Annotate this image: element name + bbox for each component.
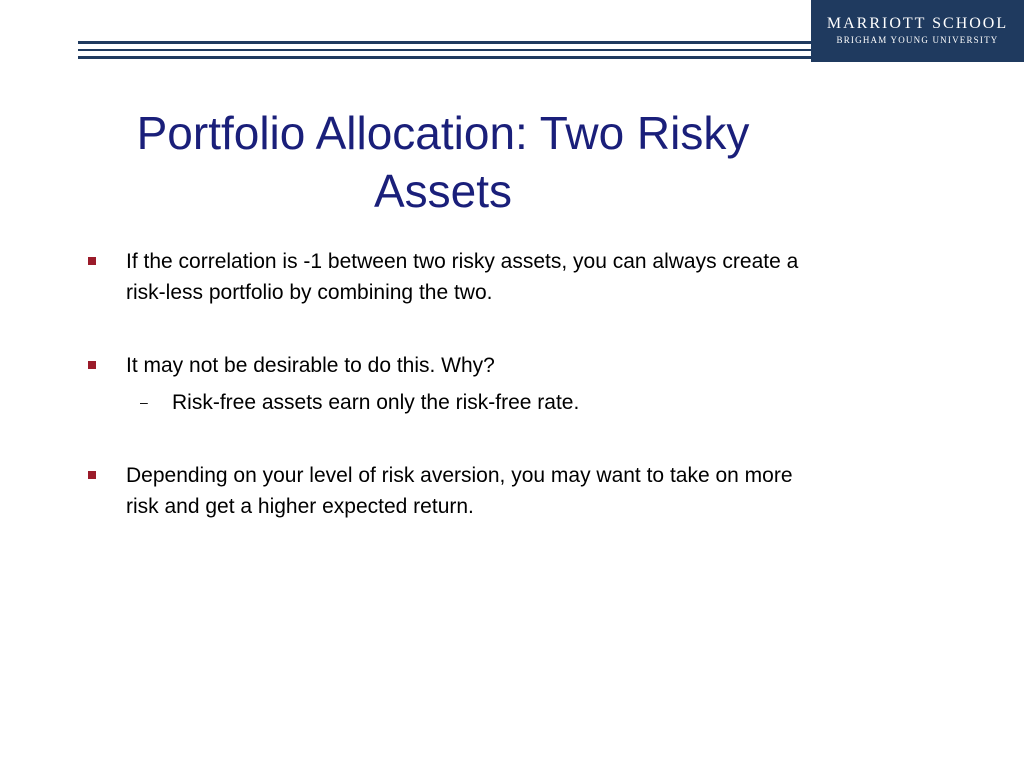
bullet-text: It may not be desirable to do this. Why?: [126, 354, 495, 377]
square-bullet-icon: [88, 257, 96, 265]
bullet-item: [86, 246, 816, 308]
bullet-list: [86, 246, 816, 522]
header-rules: [78, 40, 811, 62]
header-rule: [78, 56, 811, 59]
square-bullet-icon: [88, 471, 96, 479]
header-rule: [78, 49, 811, 51]
marriott-school-logo: [811, 0, 1024, 62]
bullet-item: [86, 350, 816, 418]
sub-bullet-text: Risk-free assets earn only the risk-free rate.: [172, 391, 580, 414]
header-rule: [78, 41, 811, 44]
bullet-item: [86, 460, 816, 522]
slide-title: Portfolio Allocation: Two Risky Assets: [136, 107, 750, 217]
logo-main-text: MARRIOTT SCHOOL: [826, 15, 1009, 32]
square-bullet-icon: [88, 361, 96, 369]
bullet-text: If the correlation is -1 between two risky assets, you can always create a risk-less portfolio by combining the two.: [126, 250, 799, 304]
dash-bullet-icon: –: [140, 394, 148, 410]
logo-sub-text: BRIGHAM YOUNG UNIVERSITY: [836, 35, 999, 45]
sub-bullet-item: [126, 387, 816, 418]
bullet-text: Depending on your level of risk aversion, you may want to take on more risk and get a higher expected return.: [126, 464, 793, 518]
